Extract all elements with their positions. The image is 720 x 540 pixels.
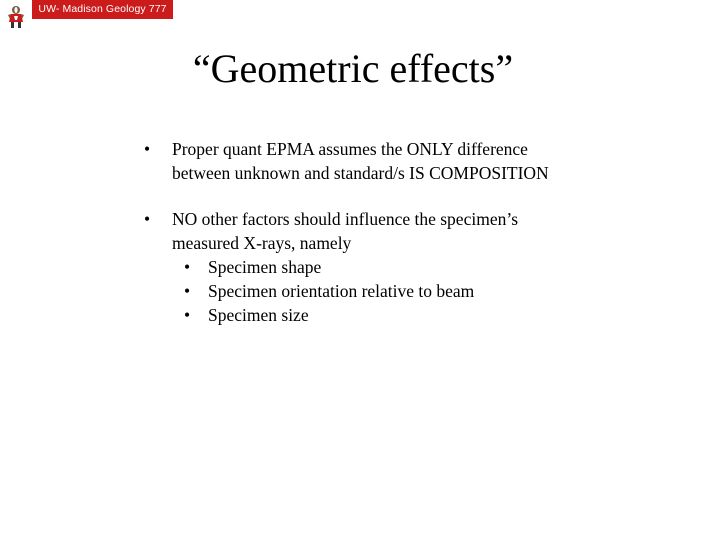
bullet-icon: • [144, 139, 151, 159]
sub-bullet-text: Specimen size [208, 305, 309, 325]
bullet-icon: • [184, 305, 191, 325]
course-banner: UW- Madison Geology 777 [32, 0, 173, 19]
sub-bullet-item [172, 255, 704, 279]
bullet-line: between unknown and standard/s IS COMPOSITION [172, 163, 549, 183]
slide-title: “Geometric effects” [192, 46, 514, 91]
bullet-icon: • [184, 281, 191, 301]
bullet-line: Proper quant EPMA assumes the ONLY difference [172, 139, 528, 159]
bullet-line: NO other factors should influence the specimen’s [172, 209, 519, 229]
bullet-list [144, 137, 704, 349]
badger-mascot-icon [3, 3, 30, 29]
sub-bullet-item [172, 279, 704, 303]
sub-bullet-text: Specimen orientation relative to beam [208, 281, 475, 301]
bullet-icon: • [144, 209, 151, 229]
bullet-item [144, 137, 704, 185]
sub-bullet-item [172, 303, 704, 327]
sub-bullet-text: Specimen shape [208, 257, 322, 277]
bullet-line: measured X-rays, namely [172, 233, 352, 253]
bullet-icon: • [184, 257, 191, 277]
bullet-item [144, 207, 704, 327]
